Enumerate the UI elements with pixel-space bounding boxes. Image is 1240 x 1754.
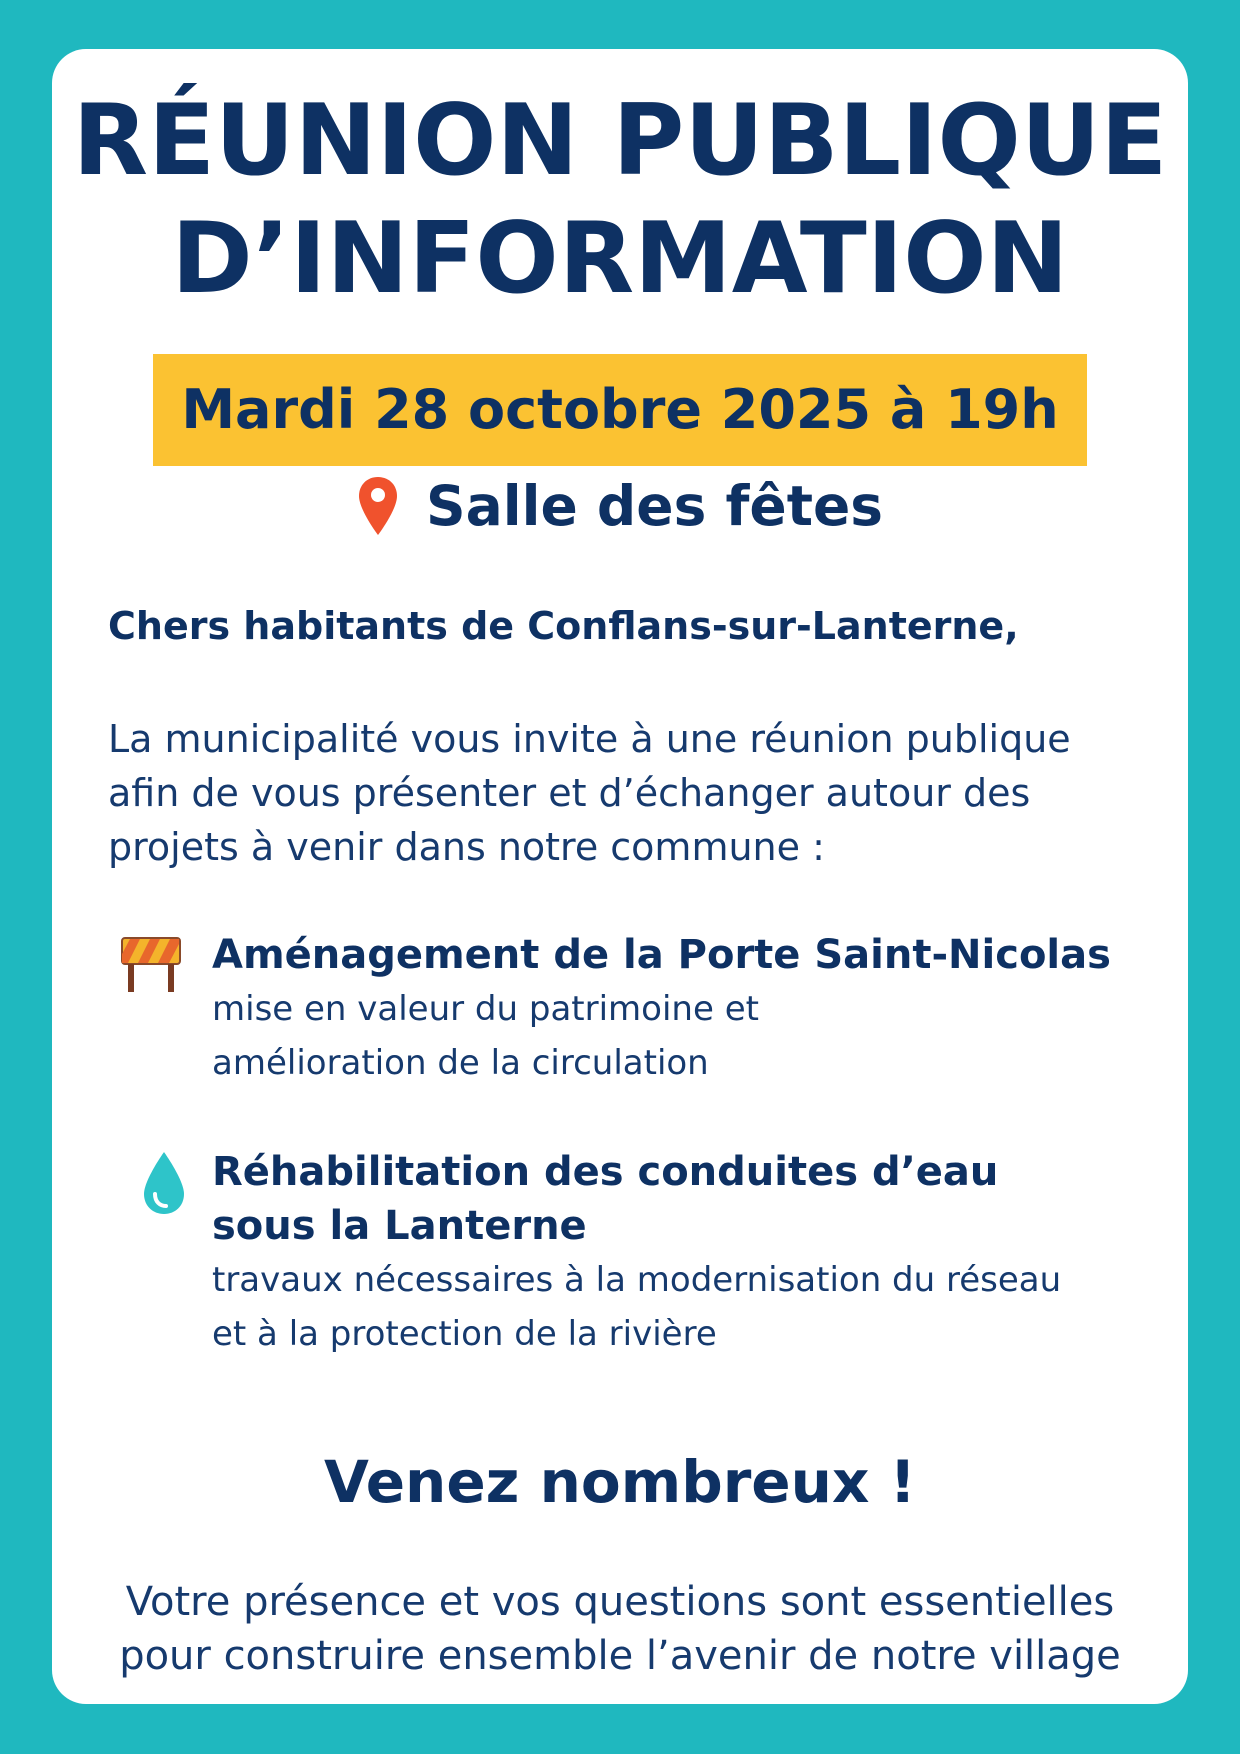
project-item — [212, 1145, 1172, 1361]
location-label: Salle des fêtes — [426, 474, 884, 538]
date-banner — [153, 354, 1087, 466]
title-line-2: D’INFORMATION — [171, 202, 1069, 316]
project-title: sous la Lanterne — [212, 1203, 587, 1249]
intro-line: afin de vous présenter et d’échanger autour des — [108, 771, 1031, 815]
project-title: Réhabilitation des conduites d’eau — [212, 1149, 999, 1195]
event-date: Mardi 28 octobre 2025 à 19h — [181, 378, 1059, 441]
intro-line: projets à venir dans notre commune : — [108, 825, 825, 869]
title-line-1: RÉUNION PUBLIQUE — [72, 84, 1168, 198]
greeting: Chers habitants de Conflans-sur-Lanterne, — [108, 604, 1019, 648]
closing-line: pour construire ensemble l’avenir de notre village — [119, 1633, 1121, 1679]
project-description: mise en valeur du patrimoine et — [212, 989, 759, 1029]
project-description: et à la protection de la rivière — [212, 1314, 717, 1354]
intro-line: La municipalité vous invite à une réunion publique — [108, 717, 1071, 761]
closing-line: Votre présence et vos questions sont essentielles — [125, 1579, 1115, 1625]
project-description: amélioration de la circulation — [212, 1043, 709, 1083]
water-drop-icon — [141, 1150, 187, 1216]
map-pin-icon — [357, 475, 399, 537]
intro-paragraph — [108, 712, 1148, 874]
project-title: Aménagement de la Porte Saint-Nicolas — [212, 932, 1111, 978]
closing-paragraph — [0, 1575, 1240, 1683]
road-barrier-icon — [120, 934, 182, 994]
call-to-action: Venez nombreux ! — [323, 1448, 916, 1516]
project-item — [212, 928, 1172, 1090]
event-location — [0, 474, 1240, 554]
project-description: travaux nécessaires à la modernisation du réseau — [212, 1260, 1062, 1300]
